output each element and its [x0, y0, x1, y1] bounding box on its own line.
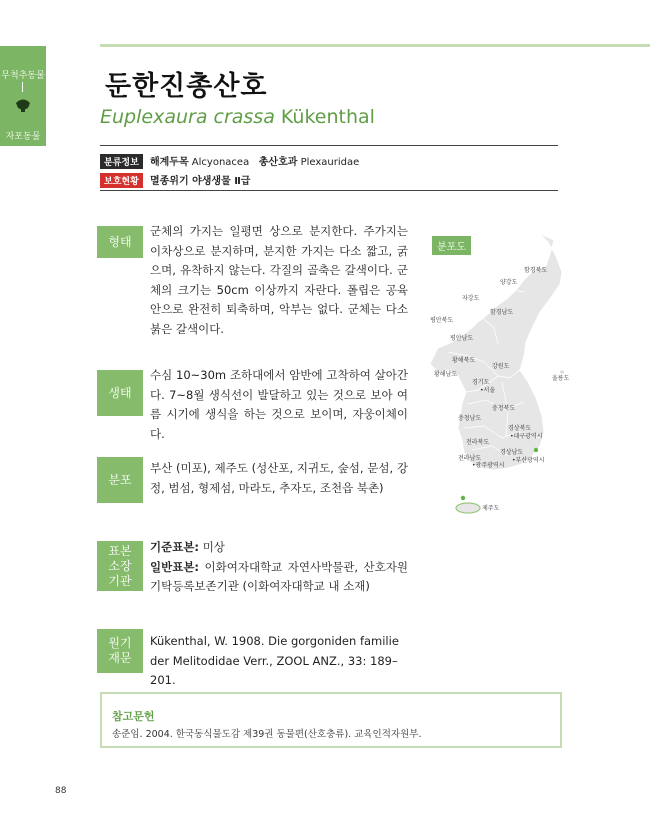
busan-occurrence-dot: [534, 448, 538, 452]
page-title: 둔한진총산호: [105, 71, 268, 102]
distribution-text: 부산 (미포), 제주도 (성산포, 지귀도, 숲섬, 문섬, 강정, 범섬, 형제섬, 마라도, 추자도, 조천읍 북촌): [150, 461, 408, 495]
ecology-text: 수심 10~30m 조하대에서 암반에 고착하여 살아간다. 7~8월 생식선이 발달하고 있는 것으로 보아 여름 시기에 생식을 하는 것으로 보이며, 자웅이체이다.: [150, 368, 408, 441]
map-label-pyeonganbuk: 평안북도: [430, 317, 454, 324]
general-specimen-line: [150, 558, 408, 597]
jeju-occurrence-dot: [461, 496, 465, 500]
protection-badge: 보호현황: [100, 173, 143, 188]
map-label-jagang: 자강도: [462, 295, 480, 302]
map-label-gyeonggi: 경기도: [472, 379, 490, 386]
type-specimen-line: [150, 538, 408, 558]
ulleung-island: [560, 371, 564, 374]
order-latin: Alcyonacea: [191, 157, 250, 168]
protection-status: 멸종위기 야생생물 Ⅱ급: [149, 176, 251, 187]
map-label-ulleung: 울릉도: [552, 375, 570, 382]
coral-silhouette-icon: [13, 94, 33, 114]
map-label-chungnam: 충청남도: [458, 415, 482, 422]
map-label-hamgyeongnam: 함경남도: [490, 309, 514, 316]
family-latin: Plexauridae: [300, 157, 360, 168]
ecology-label: 생태: [97, 370, 143, 416]
side-tab-bottom-label: 자포동물: [5, 132, 41, 142]
general-specimen-value: 이화여자대학교 자연사박물관, 산호자원기탁등록보존기관 (이화여자대학교 내 소재): [150, 559, 408, 593]
type-specimen-value: 미상: [199, 540, 225, 554]
top-rule: [100, 44, 650, 47]
map-label-pyeongannam: 평안남도: [450, 335, 474, 342]
jeju-island: [456, 503, 480, 513]
map-label-jeonbuk: 전라북도: [466, 439, 490, 446]
map-label-gyeongbuk: 경상북도: [508, 425, 532, 432]
protection-row: [100, 172, 250, 188]
references-text: 송준임. 2004. 한국동식물도감 제39권 동물편(산호충류). 교육인적자원부.: [112, 729, 422, 740]
specimen-label-line: 소장: [108, 558, 132, 573]
references-title: 참고문헌: [112, 710, 155, 723]
map-label-gyeongnam: 경상남도: [500, 449, 524, 456]
side-category-tab: [0, 46, 46, 146]
side-tab-top-label: 무척추동물: [1, 71, 45, 81]
type-specimen-label: 기준표본:: [150, 540, 200, 554]
morphology-text: 군체의 가지는 일평면 상으로 분지한다. 주가지는 이차상으로 분지하며, 분지한 가지는 다소 짧고, 굵으며, 유착하지 않는다. 각질의 골축은 갈색이다. 군체의 크기는 50cm 이상까지 자란다. 폴립은 공육 안으로 완전히 퇴축하며, 악부는 없다. 군체는 다소 붉은 갈색이다.: [150, 224, 408, 336]
original-label-line: 원기: [108, 636, 132, 650]
map-label-yanggang: 양강도: [500, 279, 518, 286]
page-number: 88: [55, 786, 67, 796]
references-box: [100, 692, 562, 748]
map-label-jeonnam: 전라남도: [458, 455, 482, 462]
map-label-seoul: •서울: [480, 387, 496, 394]
order-korean: 해계두목: [149, 157, 189, 168]
specimen-label-line: 기관: [108, 573, 132, 588]
info-top-rule: [100, 145, 558, 146]
classification-badge: 분류정보: [100, 154, 143, 169]
distribution-map-tag: 분포도: [432, 236, 471, 255]
species-author: Kükenthal: [280, 106, 375, 128]
original-description-text: Kükenthal, W. 1908. Die gorgoniden familie der Melitodidae Verr., ZOOL ANZ., 33: 189–201.: [150, 634, 399, 687]
side-tab-divider: [22, 82, 23, 92]
map-label-busan: •부산광역시: [512, 457, 545, 464]
map-label-hwanghaenam: 황해남도: [434, 371, 458, 378]
morphology-label: 형태: [97, 226, 143, 258]
distribution-label: 분포: [97, 457, 143, 503]
original-label-line: 재문: [108, 651, 132, 665]
general-specimen-label: 일반표본:: [150, 559, 200, 574]
map-label-hwanghaebuk: 황해북도: [452, 357, 476, 364]
map-label-daegu: •대구광역시: [510, 433, 543, 440]
scientific-name: [100, 106, 375, 128]
specimen-text: [150, 538, 408, 597]
specimen-label: [97, 541, 143, 591]
map-label-gwangju: •광주광역시: [472, 462, 505, 469]
map-label-hamgyeongbuk: 함경북도: [524, 267, 548, 274]
specimen-label-line: 표본: [108, 543, 132, 558]
map-label-jeju: 제주도: [482, 505, 500, 512]
family-korean: 총산호과: [258, 157, 298, 168]
species-name: Euplexaura crassa: [100, 106, 275, 128]
map-label-gangwon: 강원도: [492, 363, 510, 370]
distribution-map: [428, 232, 576, 524]
original-description-label: [97, 629, 143, 673]
map-label-chungbuk: 충청북도: [492, 405, 516, 412]
info-bottom-rule: [100, 190, 558, 191]
classification-row: [100, 153, 359, 169]
